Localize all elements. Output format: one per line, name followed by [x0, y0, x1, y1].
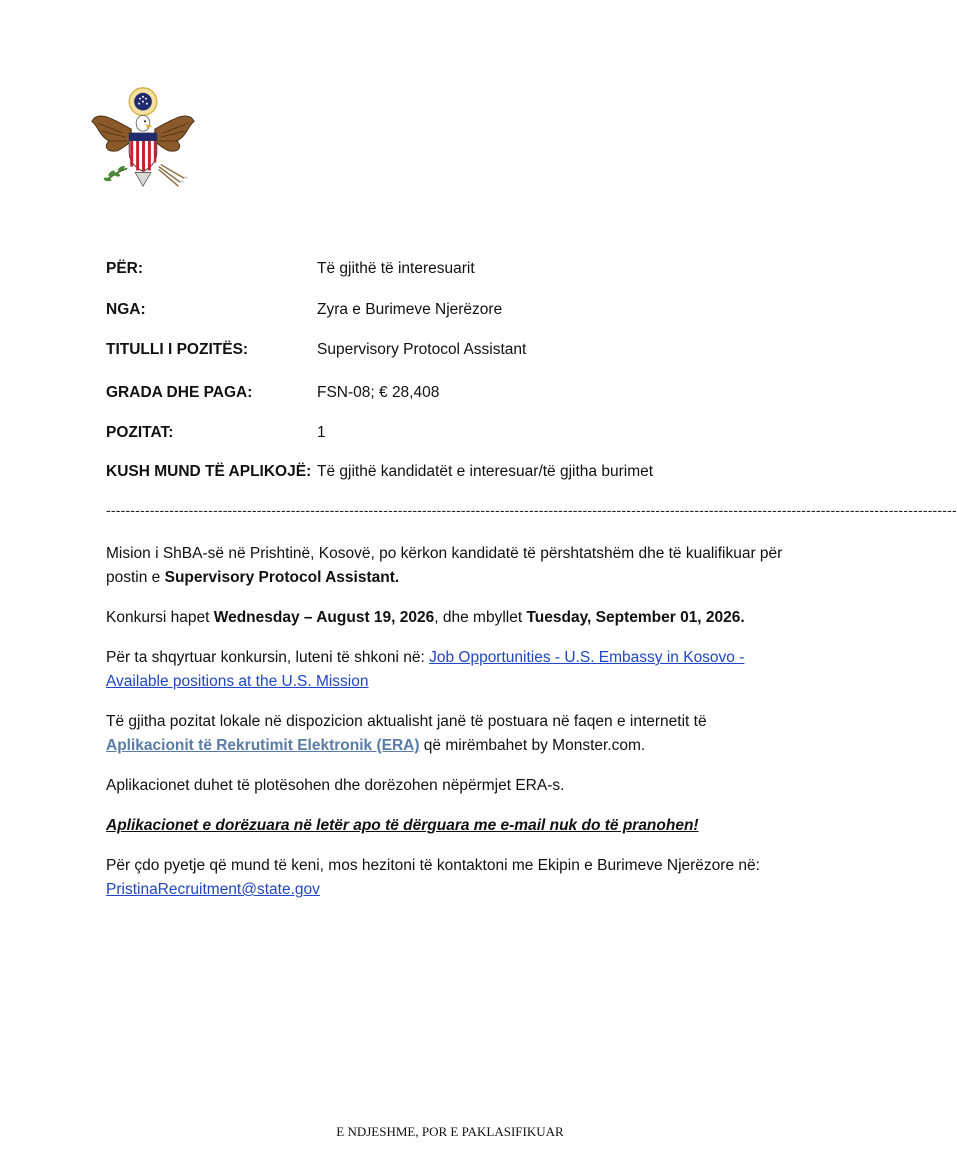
memo-value: Zyra e Burimeve Njerëzore [317, 301, 503, 318]
dates-text: , dhe mbyllet [434, 609, 527, 626]
memo-value: Të gjithë kandidatët e interesuar/të gjitha burimet [317, 463, 654, 480]
classification-footer: E NDJESHME, POR E PAKLASIFIKUAR [336, 1124, 564, 1139]
memo-label: TITULLI I POZITËS: [106, 341, 249, 358]
open-date: Wednesday – August 19, 2026 [213, 609, 435, 626]
memo-label: PËR: [106, 260, 144, 277]
warning-paragraph [106, 814, 796, 838]
us-embassy-eagle-seal-icon [84, 80, 202, 198]
era-text: Të gjitha pozitat lokale në dispozicion aktualisht janë të postuara në faqen e internetit të [106, 713, 707, 730]
memo-value: Supervisory Protocol Assistant [317, 341, 527, 358]
intro-text: Mision i ShBA-së në Prishtinë, Kosovë, po kërkon kandidatë të përshtatshëm dhe të kualifikuar për postin e [106, 545, 783, 586]
dates-text: Konkursi hapet [106, 609, 214, 626]
submission-paragraph [106, 774, 796, 798]
review-text: Për ta shqyrtuar konkursin, luteni të shkoni në: [106, 649, 430, 666]
contact-text: Për çdo pyetje që mund të keni, mos hezitoni të kontaktoni me Ekipin e Burimeve Njerëzore në: [106, 857, 760, 874]
memo-value: FSN-08; € 28,408 [317, 384, 440, 401]
position-name: Supervisory Protocol Assistant. [164, 569, 400, 586]
separator-line: ------------------------------------------------------------------------------------------------------------------------------------------------------------------------------- [106, 502, 957, 518]
memo-label: GRADA DHE PAGA: [106, 384, 253, 401]
dates-paragraph [106, 606, 796, 630]
recruitment-email-link[interactable]: PristinaRecruitment@state.gov [106, 881, 320, 898]
era-link[interactable]: Aplikacionit të Rekrutimit Elektronik (ERA) [106, 737, 420, 754]
memo-label: KUSH MUND TË APLIKOJË: [106, 463, 312, 480]
review-paragraph [106, 646, 796, 694]
memo-label: NGA: [106, 301, 146, 318]
memo-value: 1 [317, 424, 326, 441]
era-paragraph [106, 710, 796, 758]
job-opportunities-link[interactable]: Job Opportunities - U.S. Embassy in Kosovo - Available positions at the U.S. Mission [106, 649, 745, 690]
contact-paragraph [106, 854, 796, 902]
warning-text: Aplikacionet e dorëzuara në letër apo të dërguara me e-mail nuk do të pranohen! [106, 817, 699, 834]
memo-label: POZITAT: [106, 424, 174, 441]
submission-text: Aplikacionet duhet të plotësohen dhe dorëzohen nëpërmjet ERA-s. [106, 777, 565, 794]
announcement-body [106, 542, 796, 918]
close-date: Tuesday, September 01, 2026. [526, 609, 745, 626]
memo-value: Të gjithë të interesuarit [317, 260, 475, 277]
intro-paragraph [106, 542, 796, 590]
era-text: që mirëmbahet by Monster.com. [419, 737, 646, 754]
